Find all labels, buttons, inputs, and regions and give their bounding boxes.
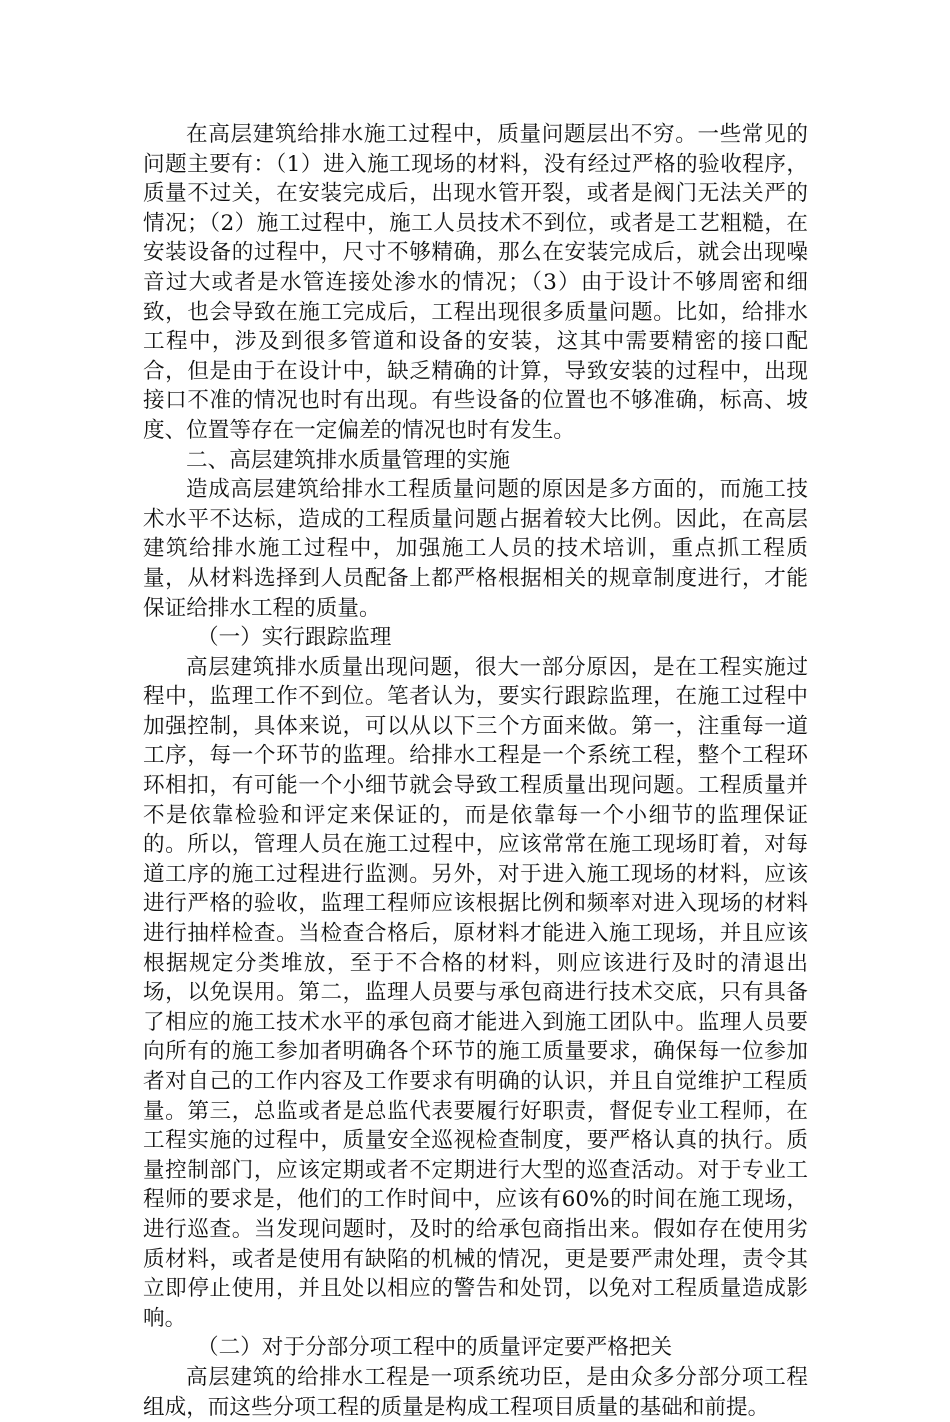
body-paragraph: 高层建筑排水质量出现问题，很大一部分原因，是在工程实施过程中，监理工作不到位。笔者认为，要实行跟踪监理，在施工过程中加强控制，具体来说，可以从以下三个方面来做。第一，注重每一道工序，每一个环节的监理。给排水工程是一个系统工程，整个工程环环相扣，有可能一个小细节就会导致工程质量出现问题。工程质量并不是依靠检验和评定来保证的，而是依靠每一个小细节的监理保证的。所以，管理人员在施工过程中，应该常常在施工现场盯着，对每道工序的施工过程进行监测。另外，对于进入施工现场的材料，应该进行严格的验收，监理工程师应该根据比例和频率对进入现场的材料进行抽样检查。当检查合格后，原材料才能进入施工现场，并且应该根据规定分类堆放，至于不合格的材料，则应该进行及时的清退出场，以免误用。第二，监理人员要与承包商进行技术交底，只有具备了相应的施工技术水平的承包商才能进入到施工团队中。监理人员要向所有的施工参加者明确各个环节的施工质量要求，确保每一位参加者对自己的工作内容及工作要求有明确的认识，并且自觉维护工程质量。第三，总监或者是总监代表要履行好职责，督促专业工程师，在工程实施的过程中，质量安全巡视检查制度，要严格认真的执行。质量控制部门，应该定期或者不定期进行大型的巡查活动。对于专业工程师的要求是，他们的工作时间中，应该有60%的时间在施工现场，进行巡查。当发现问题时，及时的给承包商指出来。假如存在使用劣质材料，或者是使用有缺陷的机械的情况，更是要严肃处理，责令其立即停止使用，并且处以相应的警告和处罚，以免对工程质量造成影响。	[143, 654, 808, 1331]
subsection-heading: （一）实行跟踪监理	[197, 625, 392, 651]
document-page	[143, 120, 808, 1422]
body-paragraph: 造成高层建筑给排水工程质量问题的原因是多方面的，而施工技术水平不达标，造成的工程质量问题占据着较大比例。因此，在高层建筑给排水施工过程中，加强施工人员的技术培训，重点抓工程质量，从材料选择到人员配备上都严格根据相关的规章制度进行，才能保证给排水工程的质量。	[143, 477, 808, 621]
section-heading: 二、高层建筑排水质量管理的实施	[186, 447, 510, 473]
body-paragraph: 高层建筑的给排水工程是一项系统功臣，是由众多分部分项工程组成，而这些分项工程的质量是构成工程项目质量的基础和前提。	[143, 1364, 808, 1420]
body-paragraph: 在高层建筑给排水施工过程中，质量问题层出不穷。一些常见的问题主要有：（1）进入施工现场的材料，没有经过严格的验收程序，质量不过关，在安装完成后，出现水管开裂，或者是阀门无法关严的情况；（2）施工过程中，施工人员技术不到位，或者是工艺粗糙，在安装设备的过程中，尺寸不够精确，那么在安装完成后，就会出现噪音过大或者是水管连接处渗水的情况；（3）由于设计不够周密和细致，也会导致在施工完成后，工程出现很多质量问题。比如，给排水工程中，涉及到很多管道和设备的安装，这其中需要精密的接口配合，但是由于在设计中，缺乏精确的计算，导致安装的过程中，出现接口不准的情况也时有出现。有些设备的位置也不够准确，标高、坡度、位置等存在一定偏差的情况也时有发生。	[143, 122, 808, 443]
subsection-heading: （二）对于分部分项工程中的质量评定要严格把关	[197, 1335, 673, 1361]
